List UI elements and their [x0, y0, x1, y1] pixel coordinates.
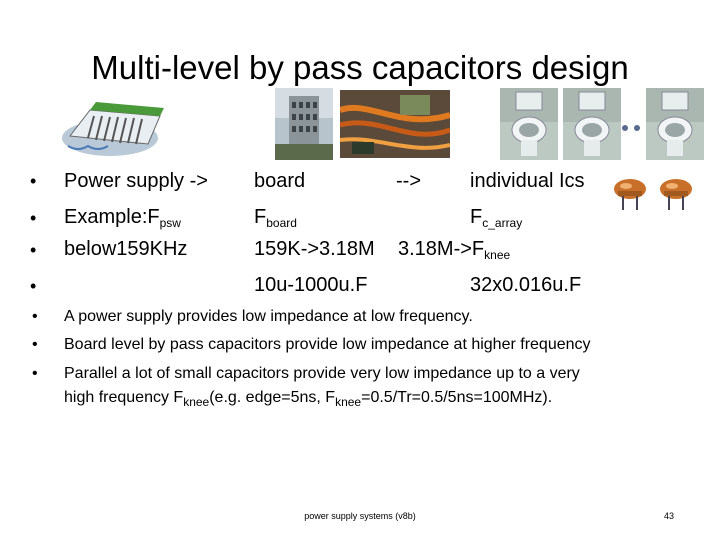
toilet-picture-2 [563, 88, 621, 160]
slide-title: Multi-level by pass capacitors design [91, 49, 629, 86]
note-bullet-3: • [32, 365, 38, 382]
power-supply-fan-picture [60, 98, 170, 158]
col4-row4: 32x0.016u.F [470, 274, 582, 296]
note-bullet-1: • [32, 308, 38, 325]
note-3-line-2: high frequency $F_{knee}(e.g$. edge=5ns, $F_{knee}=0.5/Tr=0.5/5ns=100MHz$). [64, 389, 553, 409]
note-bullet-2: • [32, 336, 38, 353]
bullet-2: • [30, 208, 37, 228]
col1-row3: below159KHz [64, 238, 188, 260]
bullet-4: • [30, 276, 37, 296]
col1-row1: Power supply -> [64, 170, 208, 192]
col2-row3: 159K->3.18M [254, 238, 375, 260]
capacitor-picture-2 [658, 176, 694, 210]
toilet-picture-3 [646, 88, 704, 160]
col2-row4: 10u-1000u.F [254, 274, 368, 296]
col3-row3: $3.18M->F_{knee}$ [398, 238, 511, 262]
col4-row2: $F_{c\_array}$ [470, 206, 523, 230]
note-2: Board level by pass capacitors provide low impedance at higher frequency [64, 336, 591, 353]
note-1: A power supply provides low impedance at low frequency. [64, 308, 473, 325]
ellipsis-dots-icon [620, 122, 644, 134]
col3-row1: --> [396, 170, 421, 192]
col2-row1: board [254, 170, 306, 192]
footer-text: power supply systems (v8b) [304, 511, 416, 521]
page-number: 43 [664, 511, 675, 521]
note-3-line-1: Parallel a lot of small capacitors provide very low impedance up to a very [64, 365, 580, 382]
capacitor-picture-1 [612, 176, 648, 210]
toilet-picture-1 [500, 88, 558, 160]
circuit-board-picture [340, 90, 450, 158]
col2-row2: $F_{board}$ [254, 206, 297, 230]
col4-row1: individual Ics [470, 170, 585, 192]
bullet-1: • [30, 171, 37, 191]
bullet-3: • [30, 240, 37, 260]
col1-row2: $Example:F_{psw}$ [64, 206, 181, 230]
tower-picture [275, 88, 333, 160]
